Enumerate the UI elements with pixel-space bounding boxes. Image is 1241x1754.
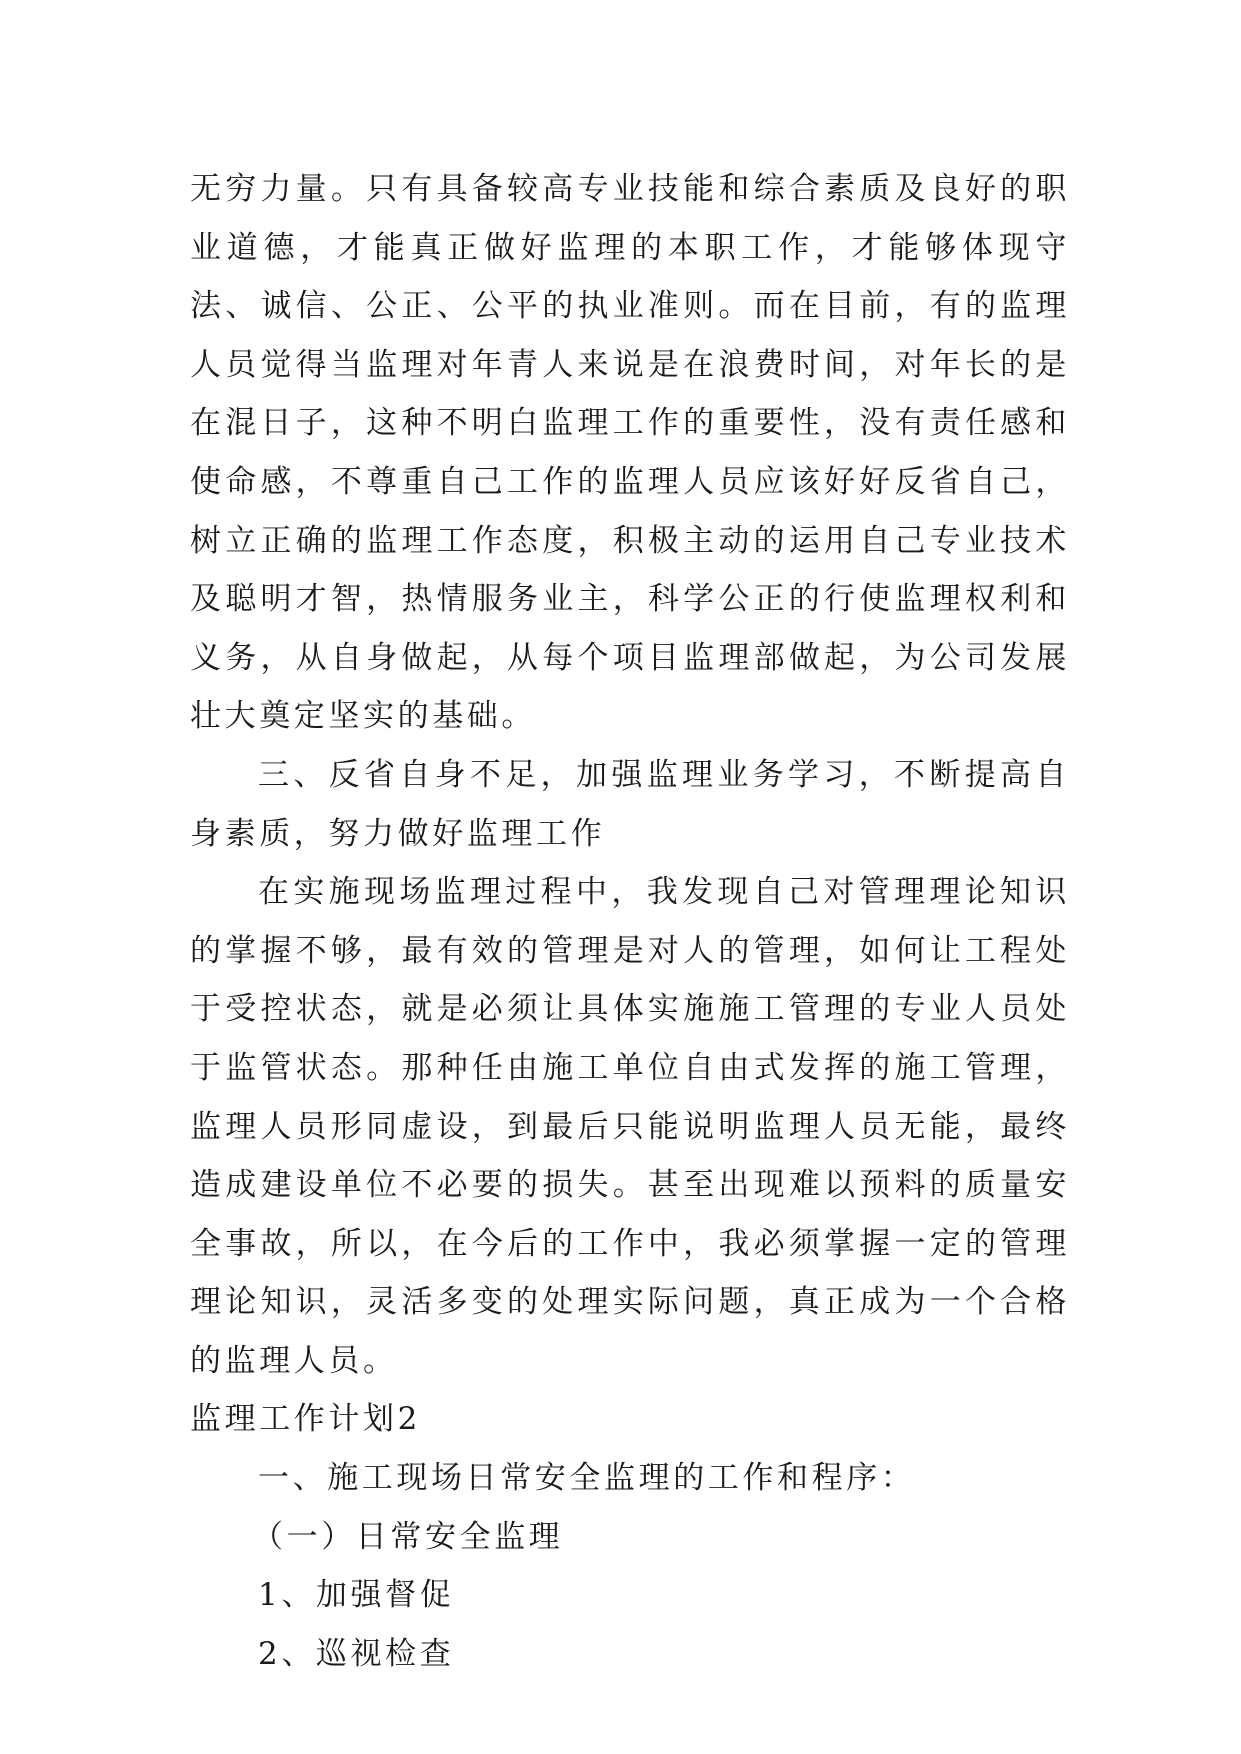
- document-body: [190, 160, 1070, 1683]
- paragraph-continuation: 无穷力量。只有具备较高专业技能和综合素质及良好的职业道德，才能真正做好监理的本职工作，才能够体现守法、诚信、公正、公平的执业准则。而在目前，有的监理人员觉得当监理对年青人来说是在浪费时间，对年长的是在混日子，这种不明白监理工作的重要性，没有责任感和使命感，不尊重自己工作的监理人员应该好好反省自己，树立正确的监理工作态度，积极主动的运用自己专业技术及聪明才智，热情服务业主，科学公正的行使监理权利和义务，从自身做起，从每个项目监理部做起，为公司发展壮大奠定坚实的基础。: [190, 171, 1070, 735]
- section-title: 监理工作计划2: [190, 1401, 421, 1438]
- heading-one: 一、施工现场日常安全监理的工作和程序：: [258, 1460, 916, 1497]
- section-heading-three: 三、反省自身不足，加强监理业务学习，不断提高自身素质，努力做好监理工作: [190, 756, 1070, 852]
- paragraph-management: 在实施现场监理过程中，我发现自己对管理理论知识的掌握不够，最有效的管理是对人的管理，如何让工程处于受控状态，就是必须让具体实施施工管理的专业人员处于监管状态。那种任由施工单位自由式发挥的施工管理，监理人员形同虚设，到最后只能说明监理人员无能，最终造成建设单位不必要的损失。甚至出现难以预料的质量安全事故，所以，在今后的工作中，我必须掌握一定的管理理论知识，灵活多变的处理实际问题，真正成为一个合格的监理人员。: [190, 874, 1070, 1379]
- list-item: 2、巡视检查: [258, 1635, 455, 1672]
- subheading-daily-safety: （一）日常安全监理: [252, 1518, 564, 1555]
- list-item: 1、加强督促: [258, 1577, 455, 1614]
